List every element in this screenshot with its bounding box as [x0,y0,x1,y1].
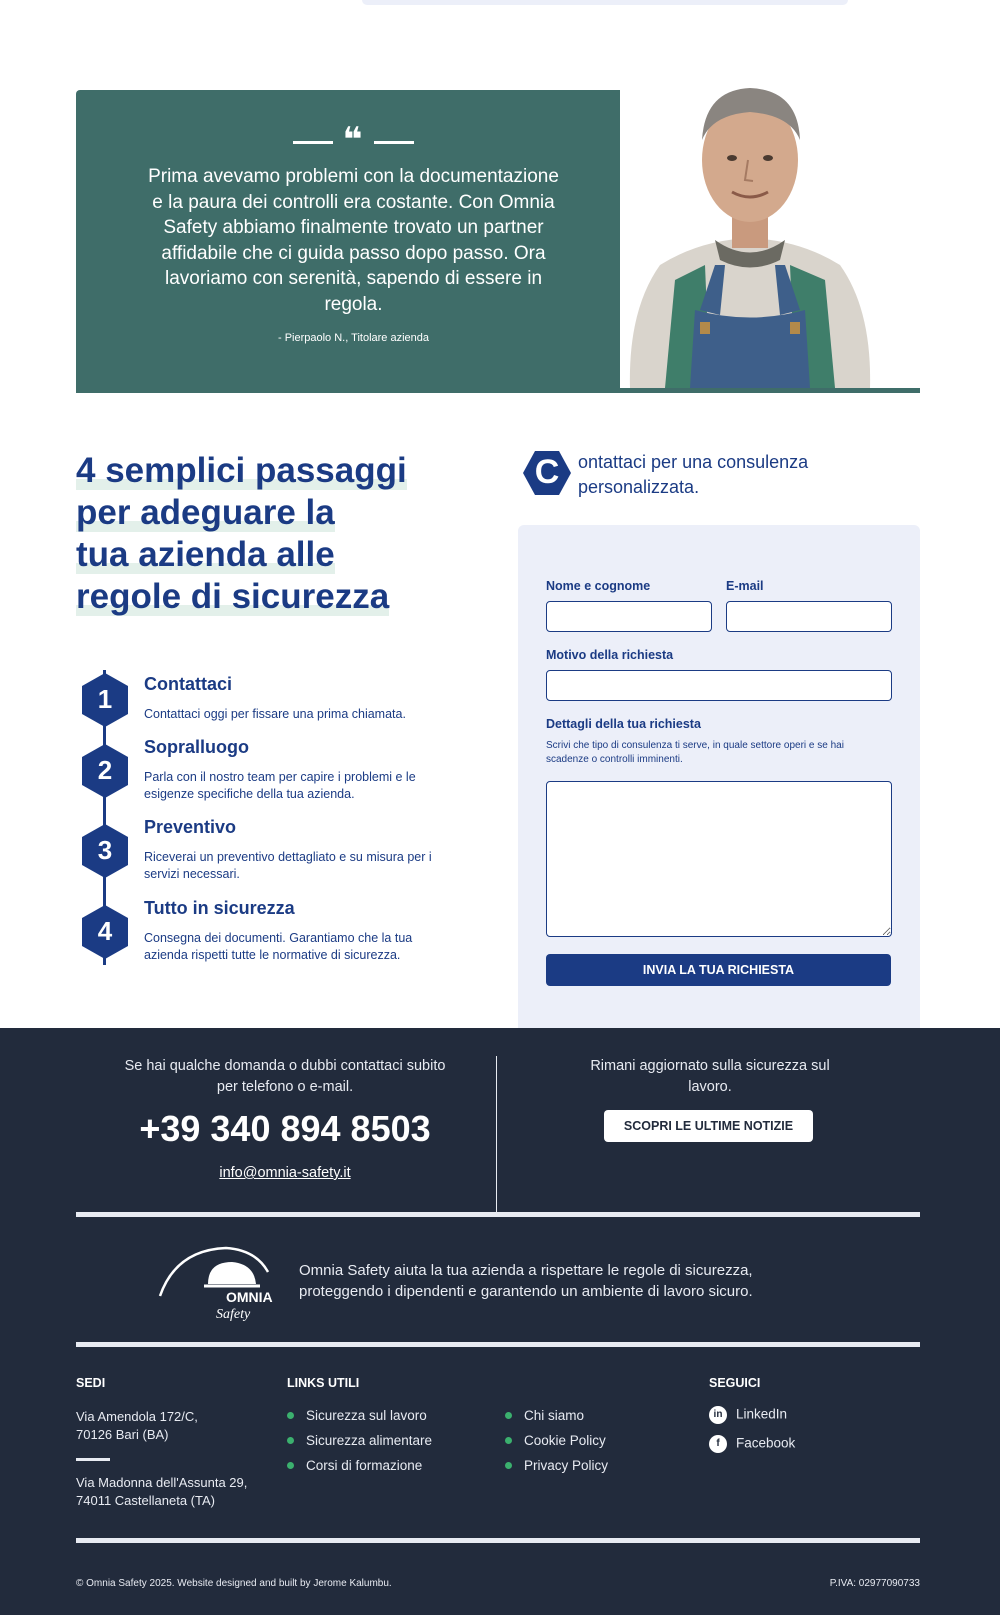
svg-text:OMNIA: OMNIA [226,1289,273,1305]
quote-mark-icon: ❝ [76,120,631,160]
news-text: Rimani aggiornato sulla sicurezza sul lavoro. [590,1058,830,1095]
svg-text:Safety: Safety [216,1307,251,1322]
hexagon-badge: 4 [80,904,130,960]
phone-number[interactable]: +39 340 894 8503 [139,1108,431,1149]
social-facebook[interactable]: f Facebook [709,1435,795,1453]
step-title: Sopralluogo [144,737,249,757]
reason-label: Motivo della richiesta [546,648,674,662]
contact-intro: ontattaci per una consulenza personalizzata. [578,452,809,497]
sedi-title: SEDI [76,1376,106,1390]
address-separator [76,1458,110,1461]
copyright-text: © Omnia Safety 2025. Website designed and built by Jerome Kalumbu. [76,1578,392,1589]
bullet-dot [505,1462,512,1469]
step-description: Consegna dei documenti. Garantiamo che la tua azienda rispetti tutte le normative di sicurezza. [144,931,413,962]
link-corsi-formazione[interactable]: Corsi di formazione [287,1458,422,1473]
steps-heading: 4 semplici passaggi per adeguare la tua azienda alle regole di sicurezza [76,451,407,616]
footer-divider [76,1212,920,1217]
details-textarea[interactable] [546,781,892,937]
company-about: Omnia Safety aiuta la tua azienda a rispettare le regole di sicurezza, proteggendo i dipendenti e garantendo un ambiente di lavoro sicuro. [299,1262,753,1300]
bullet-dot [505,1437,512,1444]
footer-divider [76,1538,920,1543]
link-privacy-policy[interactable]: Privacy Policy [505,1458,608,1473]
step-description: Riceverai un preventivo dettagliato e su misura per i servizi necessari. [144,850,432,881]
footer-divider [76,1342,920,1347]
hexagon-badge: 2 [80,743,130,799]
link-sicurezza-lavoro[interactable]: Sicurezza sul lavoro [287,1408,427,1423]
testimonial-photo [620,60,880,388]
address-castellaneta: Via Madonna dell'Assunta 29, 74011 Castellaneta (TA) [76,1475,248,1508]
hexagon-badge: 1 [80,672,130,728]
bullet-dot [287,1437,294,1444]
testimonial-quote: Prima avevamo problemi con la documentazione e la paura dei controlli era costante. Con Omnia Safety abbiamo finalmente trovato un partner affidabile che ci guida passo dopo passo. Ora lavoriamo con serenità, sapendo di essere in regola. [148,166,559,315]
step-title: Preventivo [144,817,237,837]
details-hint: Scrivi che tipo di consulenza ti serve, in quale settore operi e se hai scadenze o controlli imminenti. [546,740,844,765]
bullet-dot [287,1412,294,1419]
email-link[interactable]: info@omnia-safety.it [219,1165,351,1181]
name-label: Nome e cognome [546,579,651,593]
testimonial-author: - Pierpaolo N., Titolare azienda [277,332,430,344]
link-cookie-policy[interactable]: Cookie Policy [505,1433,606,1448]
reason-field[interactable] [546,670,892,701]
hexagon-badge: 3 [80,823,130,879]
social-title: SEGUICI [709,1376,761,1390]
news-button[interactable]: SCOPRI LE ULTIME NOTIZIE [604,1110,813,1142]
name-field[interactable] [546,601,712,632]
step-title: Contattaci [144,674,233,694]
submit-button[interactable]: INVIA LA TUA RICHIESTA [546,954,891,986]
social-linkedin[interactable]: in LinkedIn [709,1406,787,1424]
contact-form [518,525,920,1028]
links-title: LINKS UTILI [287,1376,360,1390]
address-bari: Via Amendola 172/C, 70126 Bari (BA) [76,1409,198,1442]
omnia-safety-logo[interactable] [156,1242,282,1324]
step-description: Parla con il nostro team per capire i problemi e le esigenze specifiche della tua azienda. [144,770,416,801]
call-text: Se hai qualche domanda o dubbi contattaci subito per telefono o e-mail. [124,1058,446,1095]
details-label: Dettagli della tua richiesta [546,717,701,731]
linkedin-icon: in [709,1406,727,1424]
link-sicurezza-alimentare[interactable]: Sicurezza alimentare [287,1433,432,1448]
facebook-icon: f [709,1435,727,1453]
link-chi-siamo[interactable]: Chi siamo [505,1408,584,1423]
bullet-dot [505,1412,512,1419]
footer-vertical-divider [496,1056,497,1212]
contact-drop-letter: C [534,453,560,491]
email-label: E-mail [726,579,764,593]
testimonial-card [76,90,631,392]
vat-number: P.IVA: 02977090733 [829,1578,920,1589]
email-field[interactable] [726,601,892,632]
footer [0,1028,1000,1615]
step-description: Contattaci oggi per fissare una prima chiamata. [144,707,406,721]
step-title: Tutto in sicurezza [144,898,295,918]
bullet-dot [287,1462,294,1469]
top-strip-divider [362,0,848,5]
testimonial-base-bar [76,388,920,393]
